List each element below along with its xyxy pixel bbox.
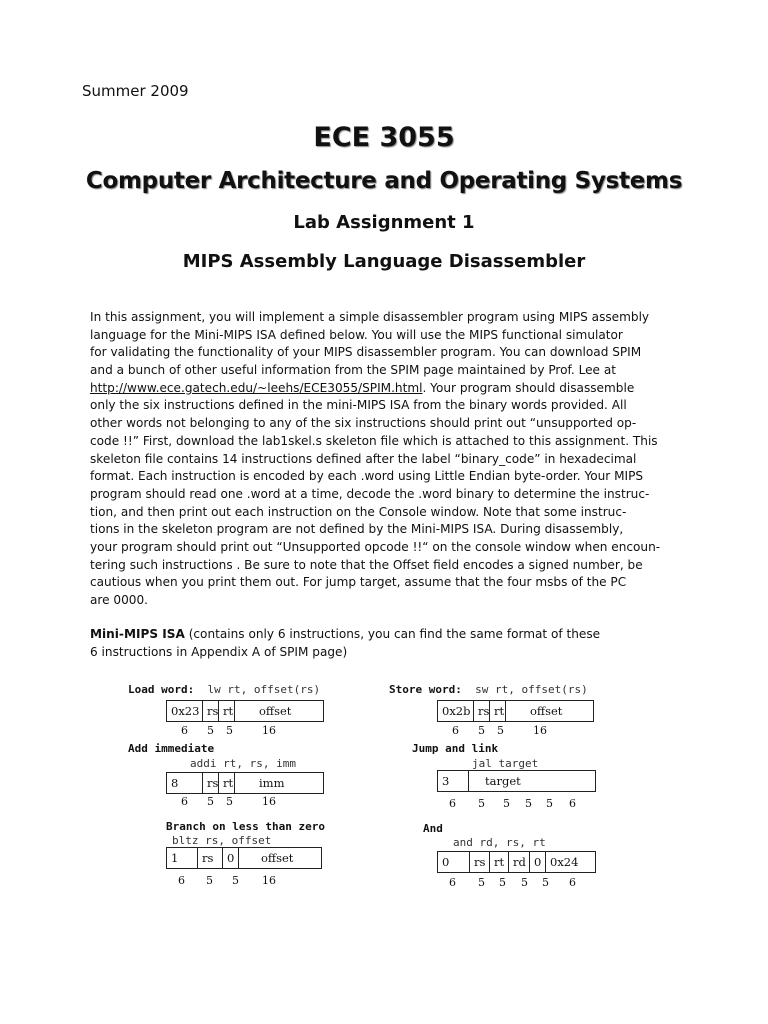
bltz-field-zero: 0 xyxy=(223,848,239,868)
sw-syntax: sw rt, offset(rs) xyxy=(475,683,588,696)
bltz-format-box xyxy=(166,847,322,869)
paragraph-line: language for the Mini-MIPS ISA defined below. You will use the MIPS functional simulator xyxy=(90,327,623,342)
and-format-box xyxy=(437,851,596,873)
lw-format-box xyxy=(166,700,324,722)
addi-syntax: addi rt, rs, imm xyxy=(190,757,296,770)
isa-heading xyxy=(90,626,690,661)
addi-bit-widths: 6 5 5 16 xyxy=(181,795,276,808)
addi-field-rt: rt xyxy=(219,773,235,793)
paragraph-line: your program should print out “Unsupported opcode !!“ on the console window when encoun- xyxy=(90,539,661,554)
paragraph-line: cautious when you print them out. For jump target, assume that the four msbs of the PC xyxy=(90,575,627,590)
and-field-funct: 0x24 xyxy=(550,855,579,869)
paragraph-line: format. Each instruction is encoded by each .word using Little Endian byte-order. Your MIPS xyxy=(90,469,644,484)
paragraph-line: for validating the functionality of your MIPS disassembler program. You can download SPIM xyxy=(90,345,642,360)
jal-field-target: target xyxy=(485,774,521,788)
and-field-rs: rs xyxy=(470,852,490,872)
paragraph-line: and a bunch of other useful information from the SPIM page maintained by Prof. Lee at xyxy=(90,363,616,378)
paragraph-line: program should read one .word at a time, decode the .word binary to determine the instruc- xyxy=(90,486,650,501)
link-tail-text: . Your program should disassemble xyxy=(422,380,635,395)
and-syntax: and rd, rs, rt xyxy=(453,836,546,849)
sw-bit-widths: 6 5 5 16 xyxy=(452,724,547,737)
bltz-field-offset: offset xyxy=(261,851,294,865)
sw-field-rs: rs xyxy=(474,701,490,721)
assignment-paragraph xyxy=(90,309,682,610)
bltz-syntax: bltz rs, offset xyxy=(172,834,272,847)
lw-field-offset: offset xyxy=(259,704,292,718)
lw-field-opcode: 0x23 xyxy=(167,701,203,721)
paragraph-line: tions in the skeleton program are not defined by the Mini-MIPS ISA. During disassembly, xyxy=(90,522,624,537)
and-field-opcode: 0 xyxy=(438,852,470,872)
paragraph-line: are 0000. xyxy=(90,593,149,607)
course-name: Computer Architecture and Operating Systems xyxy=(85,168,683,194)
paragraph-line-link xyxy=(90,380,682,398)
lw-format-title xyxy=(128,683,320,696)
paragraph-line: skeleton file contains 14 instructions defined after the label “binary_code” in hexadecimal xyxy=(90,451,637,466)
sw-format-title xyxy=(389,683,588,696)
paragraph-line: tering such instructions . Be sure to note that the Offset field encodes a signed number, be xyxy=(90,557,643,572)
bltz-bit-widths: 6 5 5 16 xyxy=(178,874,276,887)
spim-page-link[interactable]: http://www.ece.gatech.edu/~leehs/ECE3055/SPIM.html xyxy=(90,380,423,395)
lw-syntax: lw rt, offset(rs) xyxy=(207,683,321,696)
lw-bit-widths: 6 5 5 16 xyxy=(181,724,276,737)
addi-format-box xyxy=(166,772,324,794)
and-field-rd: rd xyxy=(509,852,530,872)
paragraph-line: other words not belonging to any of the six instructions should print out “unsupported op- xyxy=(90,416,637,431)
jal-field-opcode: 3 xyxy=(438,771,469,791)
paragraph-line: In this assignment, you will implement a simple disassembler program using MIPS assembly xyxy=(90,310,650,324)
bltz-format-title: Branch on less than zero xyxy=(166,820,325,833)
jal-format-box xyxy=(437,770,596,792)
addi-field-imm: imm xyxy=(259,776,285,790)
and-format-title: And xyxy=(423,822,443,835)
semester-label: Summer 2009 xyxy=(82,82,189,100)
sw-field-rt: rt xyxy=(490,701,506,721)
lab-subtitle: MIPS Assembly Language Disassembler xyxy=(182,251,586,272)
paragraph-line: code !!” First, download the lab1skel.s skeleton file which is attached to this assignment. This xyxy=(90,433,658,448)
bltz-field-rs: rs xyxy=(198,848,223,868)
lab-title: Lab Assignment 1 xyxy=(293,212,475,233)
jal-syntax: jal target xyxy=(472,757,539,770)
course-code: ECE 3055 xyxy=(313,122,455,153)
sw-title: Store word: xyxy=(389,683,462,696)
paragraph-line: tion, and then print out each instruction on the Console window. Note that some instruc- xyxy=(90,504,627,519)
bltz-field-opcode: 1 xyxy=(167,848,198,868)
isa-heading-label: Mini-MIPS ISA xyxy=(90,627,185,641)
lw-field-rt: rt xyxy=(219,701,235,721)
sw-format-box xyxy=(437,700,594,722)
and-field-rt: rt xyxy=(490,852,509,872)
and-field-shamt: 0 xyxy=(530,852,546,872)
addi-field-rs: rs xyxy=(203,773,219,793)
paragraph-line: only the six instructions defined in the mini-MIPS ISA from the binary words provided. All xyxy=(90,398,627,413)
sw-field-opcode: 0x2b xyxy=(438,701,474,721)
lw-title: Load word: xyxy=(128,683,195,696)
isa-heading-line2: 6 instructions in Appendix A of SPIM page) xyxy=(90,644,348,659)
jal-format-title: Jump and link xyxy=(412,742,499,755)
lw-field-rs: rs xyxy=(203,701,219,721)
jal-bit-widths: 6 5 5 5 5 6 xyxy=(449,797,576,810)
and-bit-widths: 6 5 5 5 5 6 xyxy=(449,876,576,889)
isa-heading-text: (contains only 6 instructions, you can find the same format of these xyxy=(184,627,601,641)
sw-field-offset: offset xyxy=(530,704,563,718)
addi-format-title: Add immediate xyxy=(128,742,215,755)
addi-field-opcode: 8 xyxy=(167,773,203,793)
